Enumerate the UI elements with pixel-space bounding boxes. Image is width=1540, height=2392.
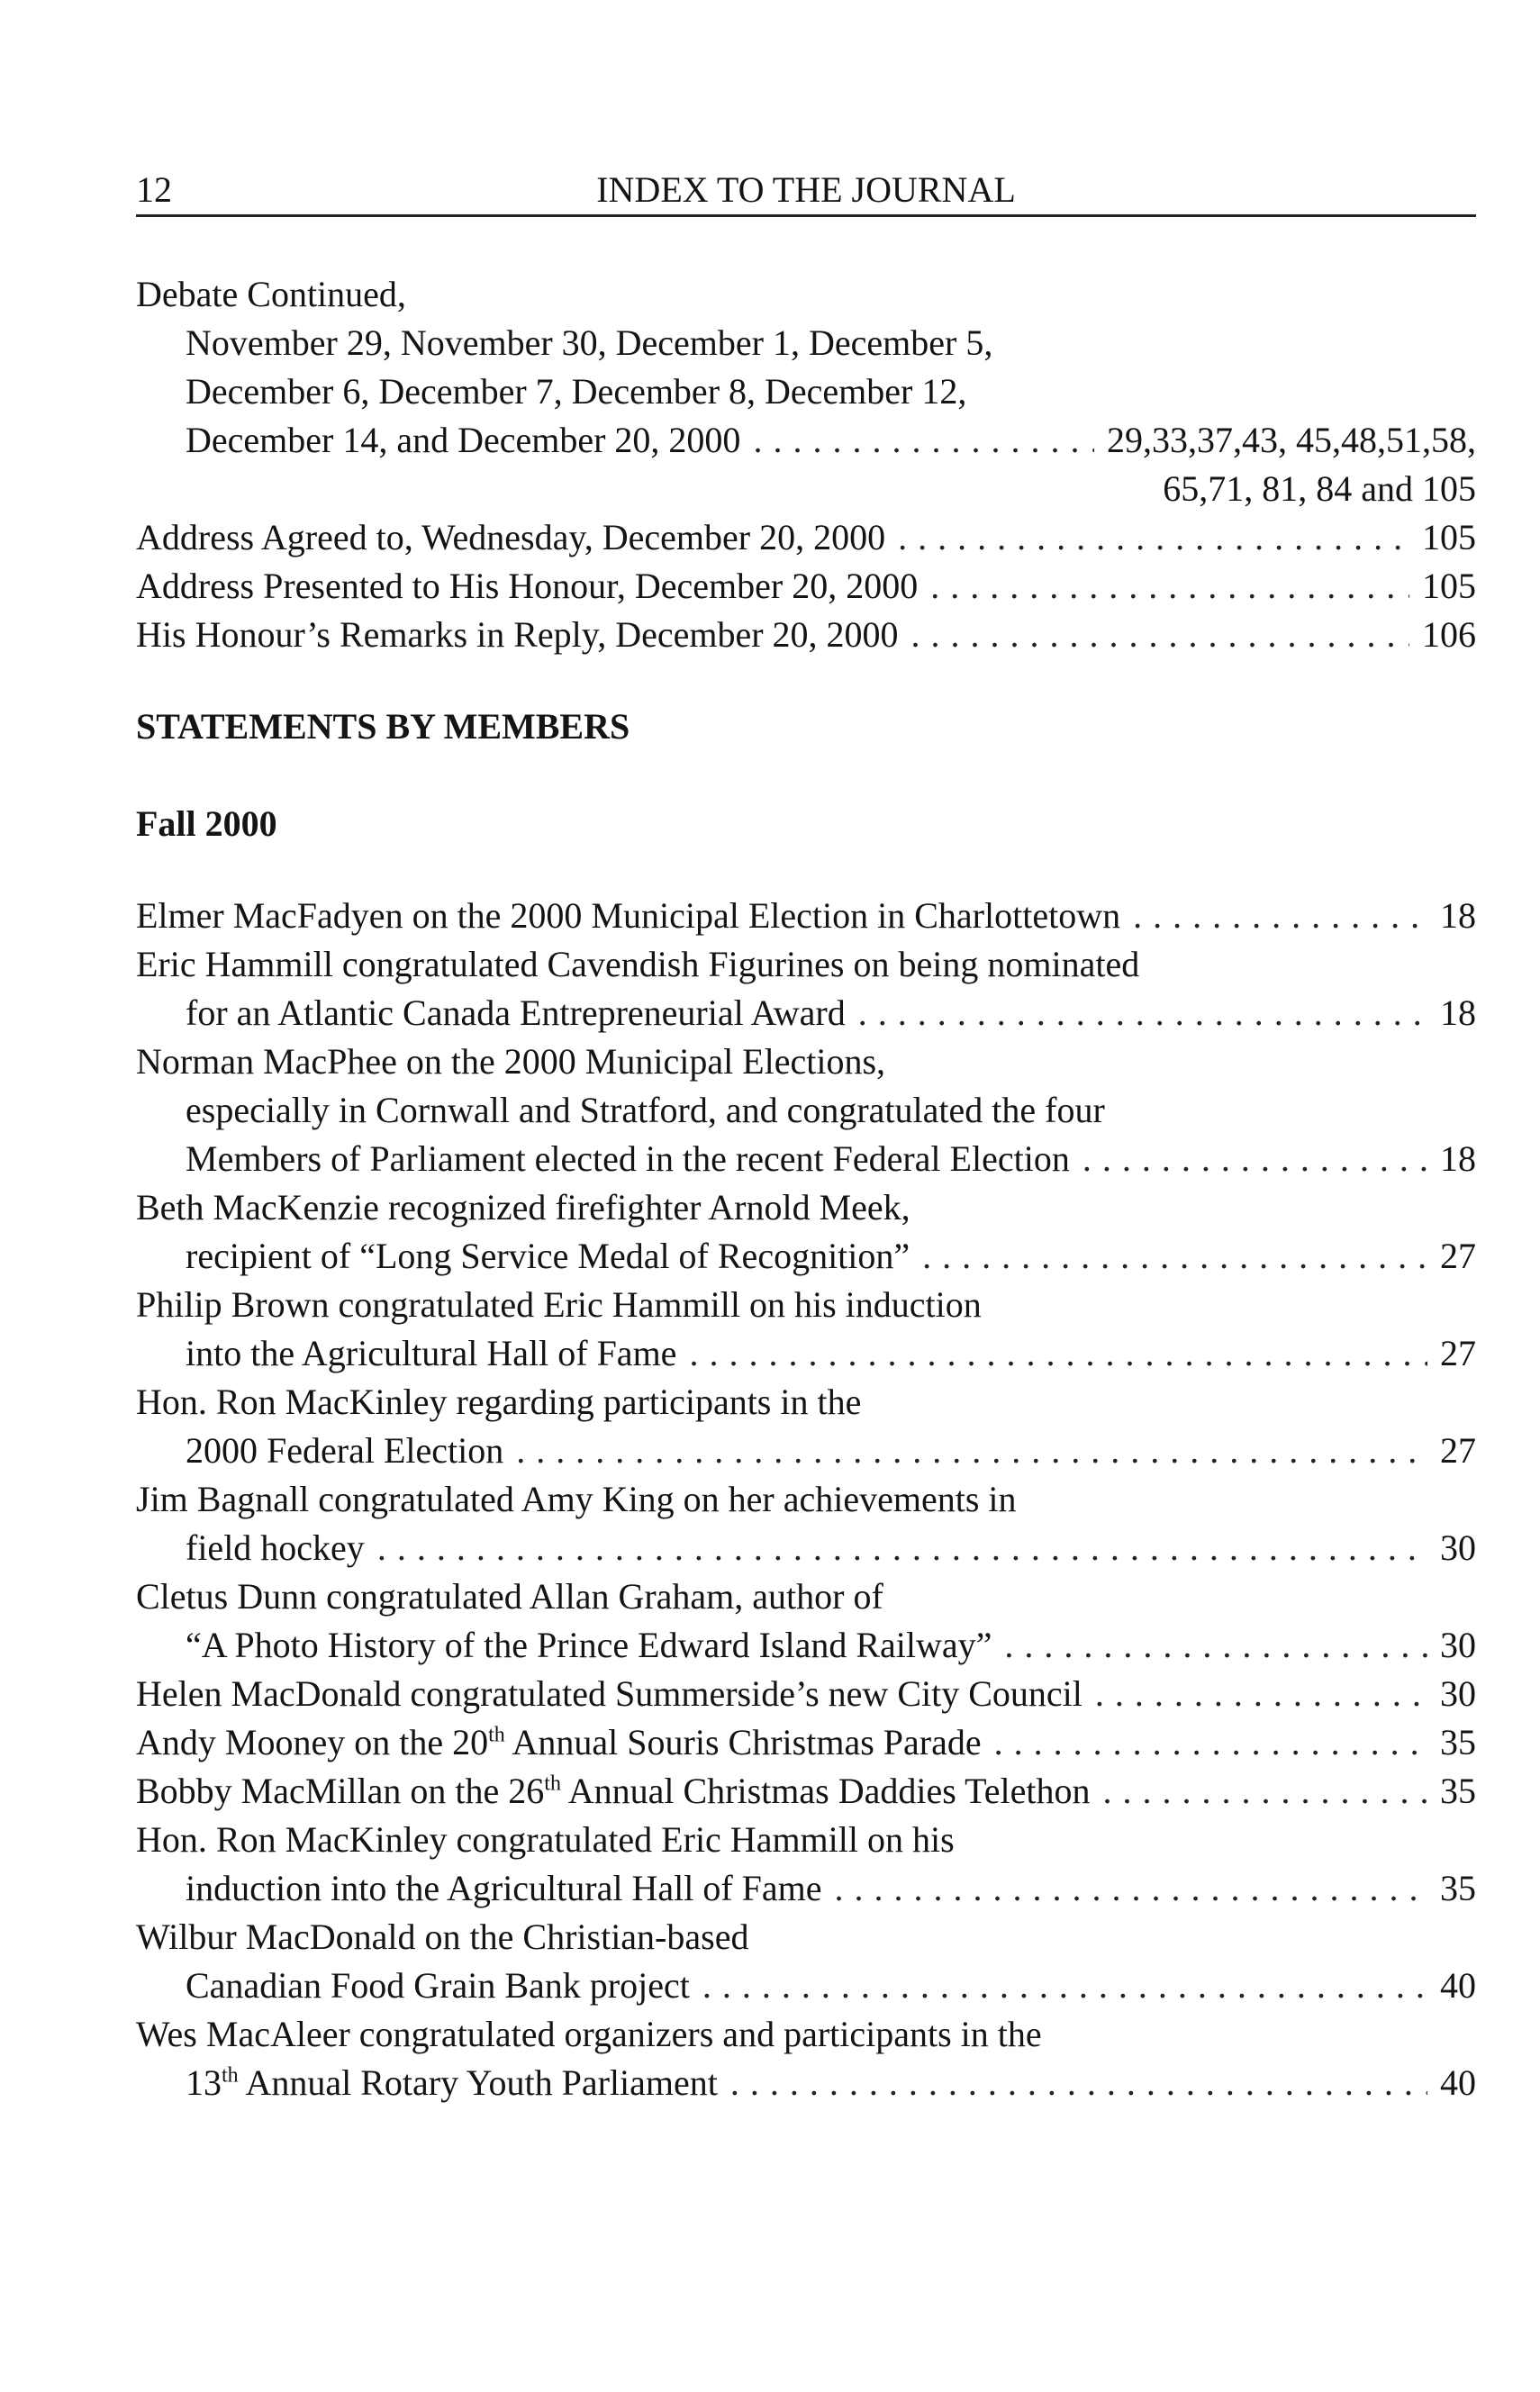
statement-page: 30 <box>1440 1527 1476 1568</box>
statement-line <box>136 1329 1476 1378</box>
statement-line: Cletus Dunn congratulated Allan Graham, author of <box>136 1576 883 1617</box>
statement-text: Bobby MacMillan on the 26th Annual Christmas Daddies Telethon <box>136 1771 1091 1811</box>
statement-text: induction into the Agricultural Hall of Fame <box>186 1868 822 1908</box>
statement-line: Norman MacPhee on the 2000 Municipal Elections, <box>136 1041 886 1082</box>
leader-dots <box>689 1329 1427 1378</box>
statement-line: Wilbur MacDonald on the Christian-based <box>136 1916 749 1957</box>
index-entry <box>136 611 1476 659</box>
statement-line: Jim Bagnall congratulated Amy King on her achievements in <box>136 1479 1017 1519</box>
statement-line <box>136 1524 1476 1572</box>
statements-list <box>136 892 1476 2107</box>
statement-line: especially in Cornwall and Stratford, and congratulated the four <box>186 1090 1105 1130</box>
statement-line <box>136 1670 1476 1718</box>
statement-page: 35 <box>1440 1722 1476 1762</box>
statement-text: Helen MacDonald congratulated Summerside’s new City Council <box>136 1673 1083 1714</box>
statement-entry <box>136 1475 1476 1572</box>
statement-line <box>136 2059 1476 2107</box>
entry-text: Address Presented to His Honour, December 20, 2000 <box>136 566 919 606</box>
statement-entry <box>136 1913 1476 2010</box>
subsection-heading: Fall 2000 <box>136 803 277 844</box>
page-number: 12 <box>136 169 172 210</box>
statement-page: 40 <box>1440 2062 1476 2103</box>
leader-dots <box>858 989 1427 1037</box>
leader-dots <box>930 562 1409 611</box>
statement-entry <box>136 1767 1476 1816</box>
statement-entry <box>136 1670 1476 1718</box>
statement-entry <box>136 940 1476 1037</box>
statement-page: 30 <box>1440 1673 1476 1714</box>
leader-dots <box>835 1864 1427 1913</box>
index-entry <box>136 562 1476 611</box>
leader-dots <box>994 1718 1427 1767</box>
statement-line <box>136 1767 1476 1816</box>
statement-text: “A Photo History of the Prince Edward Island Railway” <box>186 1625 992 1665</box>
statement-entry <box>136 1572 1476 1670</box>
statement-page: 35 <box>1440 1868 1476 1908</box>
statement-entry <box>136 1718 1476 1767</box>
entry-page: 106 <box>1422 614 1476 655</box>
debate-heading: Debate Continued, <box>136 274 406 314</box>
statement-text: Elmer MacFadyen on the 2000 Municipal Election in Charlottetown <box>136 895 1121 936</box>
entry-page: 105 <box>1422 566 1476 606</box>
leader-dots <box>1102 1767 1427 1816</box>
leader-dots <box>377 1524 1427 1572</box>
statement-entry <box>136 2010 1476 2107</box>
statement-entry <box>136 1281 1476 1378</box>
debate-section <box>136 270 1476 659</box>
statement-line <box>136 1232 1476 1281</box>
statement-page: 40 <box>1440 1965 1476 2006</box>
index-entry <box>136 513 1476 562</box>
debate-dates-line-2: December 6, December 7, December 8, December 12, <box>186 371 967 412</box>
statement-line: Hon. Ron MacKinley congratulated Eric Hammill on his <box>136 1819 955 1860</box>
statement-text: 13th Annual Rotary Youth Parliament <box>186 2062 718 2103</box>
statement-text: Andy Mooney on the 20th Annual Souris Christmas Parade <box>136 1722 982 1762</box>
leader-dots <box>922 1232 1427 1281</box>
statement-entry <box>136 1037 1476 1183</box>
statement-text: Members of Parliament elected in the recent Federal Election <box>186 1138 1070 1179</box>
statement-line <box>136 1718 1476 1767</box>
debate-dates-line-3 <box>136 416 1476 465</box>
statement-line <box>136 1621 1476 1670</box>
statement-page: 18 <box>1440 992 1476 1033</box>
statement-line: Wes MacAleer congratulated organizers and participants in the <box>136 2014 1042 2054</box>
debate-pages: 29,33,37,43, 45,48,51,58, <box>1107 420 1476 460</box>
debate-pages-continued: 65,71, 81, 84 and 105 <box>1163 468 1476 509</box>
leader-dots <box>516 1427 1427 1475</box>
leader-dots <box>702 1962 1427 2010</box>
section-heading: STATEMENTS BY MEMBERS <box>136 706 630 747</box>
statement-line <box>136 1864 1476 1913</box>
page-header <box>136 164 1476 217</box>
statement-page: 27 <box>1440 1236 1476 1276</box>
statement-line: Eric Hammill congratulated Cavendish Figurines on being nominated <box>136 944 1140 984</box>
statement-text: 2000 Federal Election <box>186 1430 504 1471</box>
leader-dots <box>898 513 1409 562</box>
statement-entry <box>136 892 1476 940</box>
statement-line: Philip Brown congratulated Eric Hammill on his induction <box>136 1284 982 1325</box>
debate-dates-text: December 14, and December 20, 2000 <box>186 420 741 460</box>
entry-text: His Honour’s Remarks in Reply, December 20, 2000 <box>136 614 899 655</box>
statement-line <box>136 1135 1476 1183</box>
statement-line <box>136 1962 1476 2010</box>
statement-text: recipient of “Long Service Medal of Recognition” <box>186 1236 910 1276</box>
statement-entry <box>136 1816 1476 1913</box>
statement-line <box>136 1427 1476 1475</box>
statement-page: 27 <box>1440 1333 1476 1373</box>
leader-dots <box>1095 1670 1427 1718</box>
statement-line <box>136 989 1476 1037</box>
debate-dates-line-1: November 29, November 30, December 1, December 5, <box>186 322 993 363</box>
statement-text: field hockey <box>186 1527 365 1568</box>
leader-dots <box>1004 1621 1427 1670</box>
statement-entry <box>136 1378 1476 1475</box>
statement-text: for an Atlantic Canada Entrepreneurial Award <box>186 992 846 1033</box>
entry-page: 105 <box>1422 517 1476 557</box>
leader-dots <box>753 416 1094 465</box>
leader-dots <box>1083 1135 1427 1183</box>
statement-line <box>136 892 1476 940</box>
leader-dots <box>730 2059 1427 2107</box>
statement-text: Canadian Food Grain Bank project <box>186 1965 690 2006</box>
statement-page: 30 <box>1440 1625 1476 1665</box>
entry-text: Address Agreed to, Wednesday, December 20, 2000 <box>136 517 886 557</box>
statement-line: Beth MacKenzie recognized firefighter Arnold Meek, <box>136 1187 910 1228</box>
statement-line: Hon. Ron MacKinley regarding participants in the <box>136 1382 862 1422</box>
statement-page: 18 <box>1440 1138 1476 1179</box>
statement-page: 27 <box>1440 1430 1476 1471</box>
statement-text: into the Agricultural Hall of Fame <box>186 1333 677 1373</box>
leader-dots <box>911 611 1409 659</box>
statement-page: 18 <box>1440 895 1476 936</box>
statement-entry <box>136 1183 1476 1281</box>
leader-dots <box>1133 892 1427 940</box>
statement-page: 35 <box>1440 1771 1476 1811</box>
page-title: INDEX TO THE JOURNAL <box>596 169 1016 210</box>
